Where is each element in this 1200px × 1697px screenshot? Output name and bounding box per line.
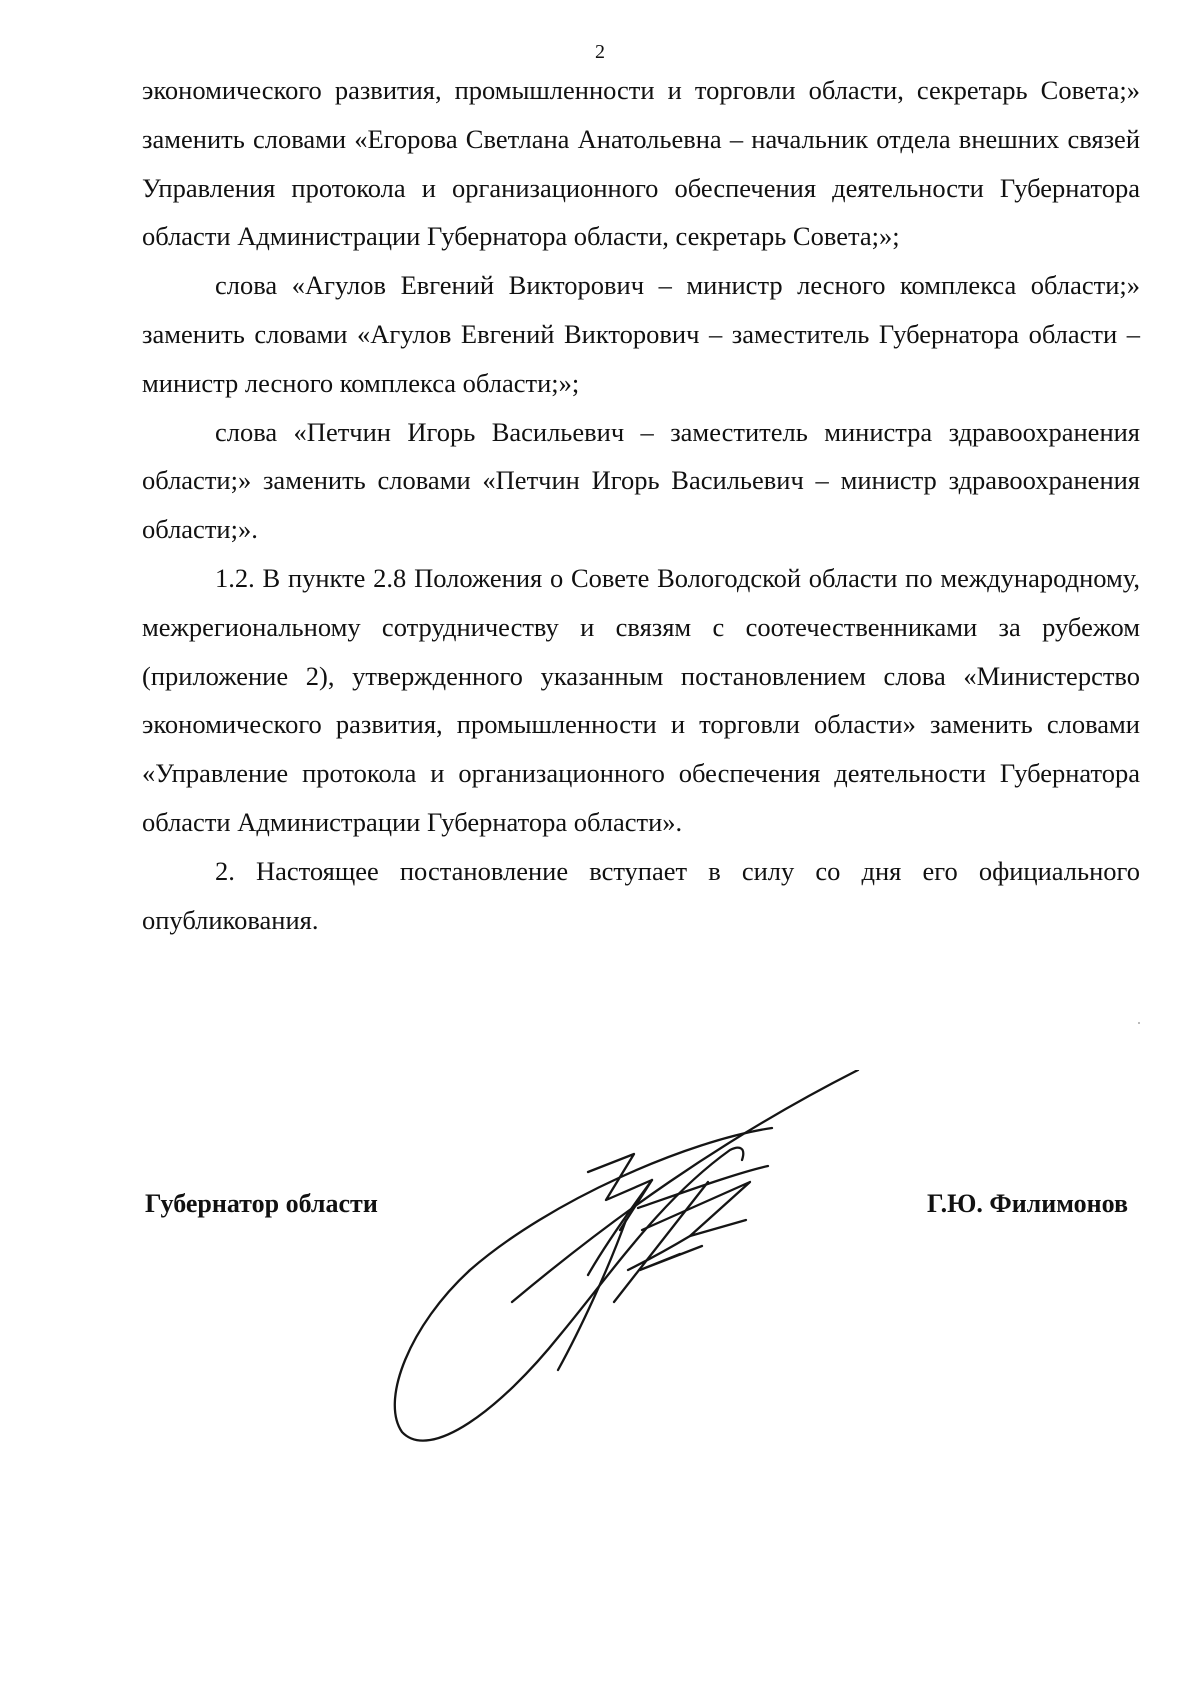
paragraph-petchin: слова «Петчин Игорь Васильевич – заместитель министра здравоохранения области;» заменить словами «Петчин Игорь Васильевич – министр здравоохранения области;». [142, 416, 1140, 545]
paragraph-item-1-2: 1.2. В пункте 2.8 Положения о Совете Вологодской области по международному, межрегиональному сотрудничеству и связям с соотечественниками за рубежом (приложение 2), утвержденного указанным постановлением слова «Министерство экономического развития, промышленности и торговли области» заменить словами «Управление протокола и организационного обеспечения деятельности Губернатора области Администрации Губернатора области». [142, 562, 1140, 837]
scan-speck [1138, 1022, 1140, 1024]
handwritten-signature [390, 1070, 950, 1470]
page-number: 2 [595, 41, 605, 63]
signatory-title: Губернатор области [145, 1189, 378, 1218]
document-body [142, 66, 1140, 944]
paragraph-item-2: 2. Настоящее постановление вступает в силу со дня его официального опубликования. [142, 855, 1140, 935]
signatory-name: Г.Ю. Филимонов [926, 1189, 1128, 1218]
paragraph-agulov: слова «Агулов Евгений Викторович – министр лесного комплекса области;» заменить словами «Агулов Евгений Викторович – заместитель Губернатора области – министр лесного комплекса области;»; [142, 270, 1140, 398]
paragraph-continuation: экономического развития, промышленности и торговли области, секретарь Совета;» заменить словами «Егорова Светлана Анатольевна – начальник отдела внешних связей Управления протокола и организационного обеспечения деятельности Губернатора области Администрации Губернатора области, секретарь Совета;»; [142, 75, 1140, 252]
